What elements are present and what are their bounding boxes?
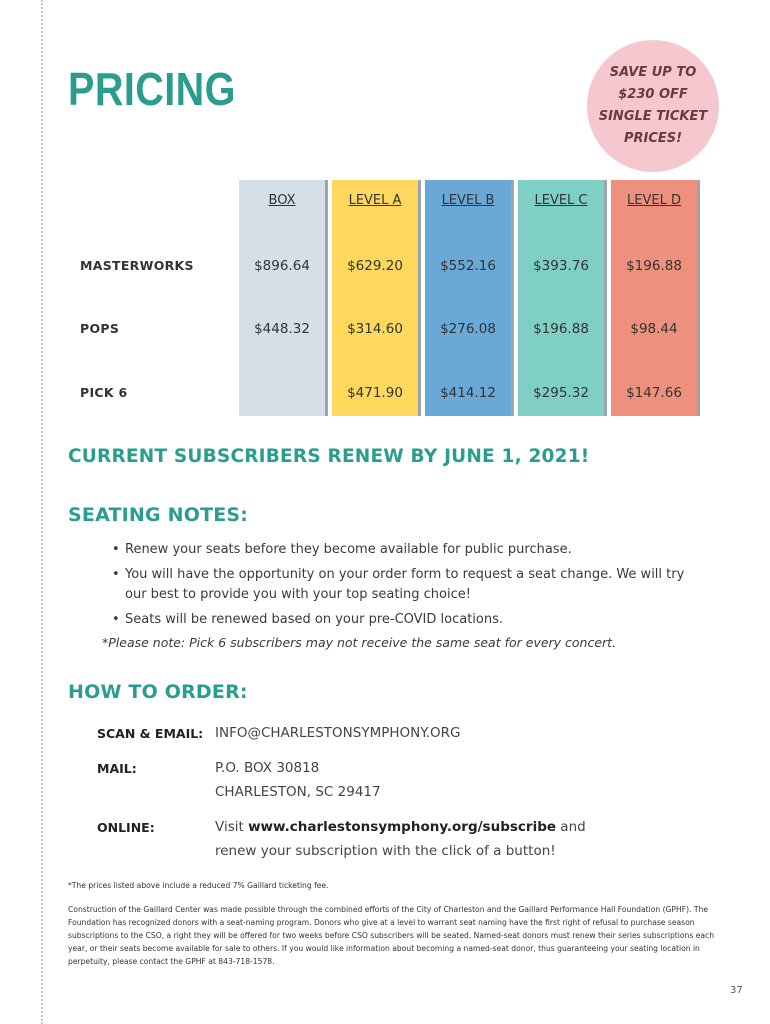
scan-email-label: SCAN & EMAIL:	[97, 726, 204, 741]
column-box	[239, 180, 328, 416]
savings-badge	[587, 40, 719, 172]
list-item: • You will have the opportunity on your order form to request a seat change. We will try our best to provide you with your top seating choice!	[112, 565, 692, 605]
column-header-level-a: LEVEL A	[348, 193, 402, 208]
list-item: • Renew your seats before they become available for public purchase.	[112, 540, 692, 560]
column-header-level-c: LEVEL C	[534, 193, 588, 208]
ticketing-fee-footnote: *The prices listed above include a reduced 7% Gaillard ticketing fee.	[68, 881, 329, 890]
online-label: ONLINE:	[97, 820, 155, 835]
page-edge-divider	[41, 0, 43, 1024]
column-level-b	[425, 180, 514, 416]
online-prefix-text: Visit	[215, 819, 249, 835]
price-cell: $98.44	[630, 321, 678, 337]
pick6-seat-note: *Please note: Pick 6 subscribers may not receive the same seat for every concert.	[102, 635, 617, 650]
mail-label: MAIL:	[97, 761, 137, 776]
savings-badge-text: SAVE UP TO $230 OFF SINGLE TICKET PRICES!	[598, 65, 708, 146]
column-level-a	[332, 180, 421, 416]
seating-notes-list	[112, 540, 692, 635]
price-cell: $147.66	[626, 385, 682, 401]
price-cell: $629.20	[347, 258, 403, 274]
online-instructions	[215, 815, 615, 863]
price-cell: $314.60	[347, 321, 403, 337]
column-level-d	[611, 180, 700, 416]
row-label-masterworks: MASTERWORKS	[80, 258, 194, 273]
price-cell: $552.16	[440, 258, 496, 274]
price-cell: $196.88	[626, 258, 682, 274]
email-address-link[interactable]: INFO@CHARLESTONSYMPHONY.ORG	[215, 725, 461, 741]
list-item: • Seats will be renewed based on your pre-COVID locations.	[112, 610, 692, 630]
how-to-order-heading: HOW TO ORDER:	[68, 681, 248, 703]
price-cell: $448.32	[254, 321, 310, 337]
mail-address-line2: CHARLESTON, SC 29417	[215, 784, 381, 800]
column-level-c	[518, 180, 607, 416]
renew-deadline-heading: CURRENT SUBSCRIBERS RENEW BY JUNE 1, 2021!	[68, 446, 590, 467]
column-header-box: BOX	[268, 193, 296, 208]
online-suffix-text: and renew your subscription with the click of a button!	[215, 819, 586, 859]
row-label-pops: POPS	[80, 321, 120, 336]
price-cell: $896.64	[254, 258, 310, 274]
price-cell: $471.90	[347, 385, 403, 401]
page-number: 37	[730, 985, 743, 996]
price-cell: $414.12	[440, 385, 496, 401]
column-header-level-d: LEVEL D	[627, 193, 681, 208]
row-label-pick6: PICK 6	[80, 385, 128, 400]
gaillard-seat-naming-fine-print: Construction of the Gaillard Center was made possible through the combined efforts of the City of Charleston and the Gaillard Performance Hall Foundation (GPHF). The Foundation has recognized donors with a seat-naming program. Donors who give at a level to warrant seat naming have the first right of refusal to purchase season subscriptions to the CSO, a right they will be offered for two weeks before CSO subscribers will be seated. Named-seat donors must renew their series subscriptions each year, or their seats become available for sale to others. If you would like information about becoming a named-seat donor, thus guaranteeing your seating location in perpetuity, please contact the GPHF at 843-718-1578.	[68, 905, 715, 966]
mail-address	[215, 756, 381, 804]
mail-address-line1: P.O. BOX 30818	[215, 760, 320, 776]
subscribe-url-link[interactable]: www.charlestonsymphony.org/subscribe	[248, 819, 557, 835]
price-cell: $393.76	[533, 258, 589, 274]
price-cell: $276.08	[440, 321, 496, 337]
column-header-level-b: LEVEL B	[441, 193, 495, 208]
price-cell: $196.88	[533, 321, 589, 337]
page-title: PRICING	[68, 63, 236, 115]
seating-notes-heading: SEATING NOTES:	[68, 504, 249, 526]
price-cell: $295.32	[533, 385, 589, 401]
